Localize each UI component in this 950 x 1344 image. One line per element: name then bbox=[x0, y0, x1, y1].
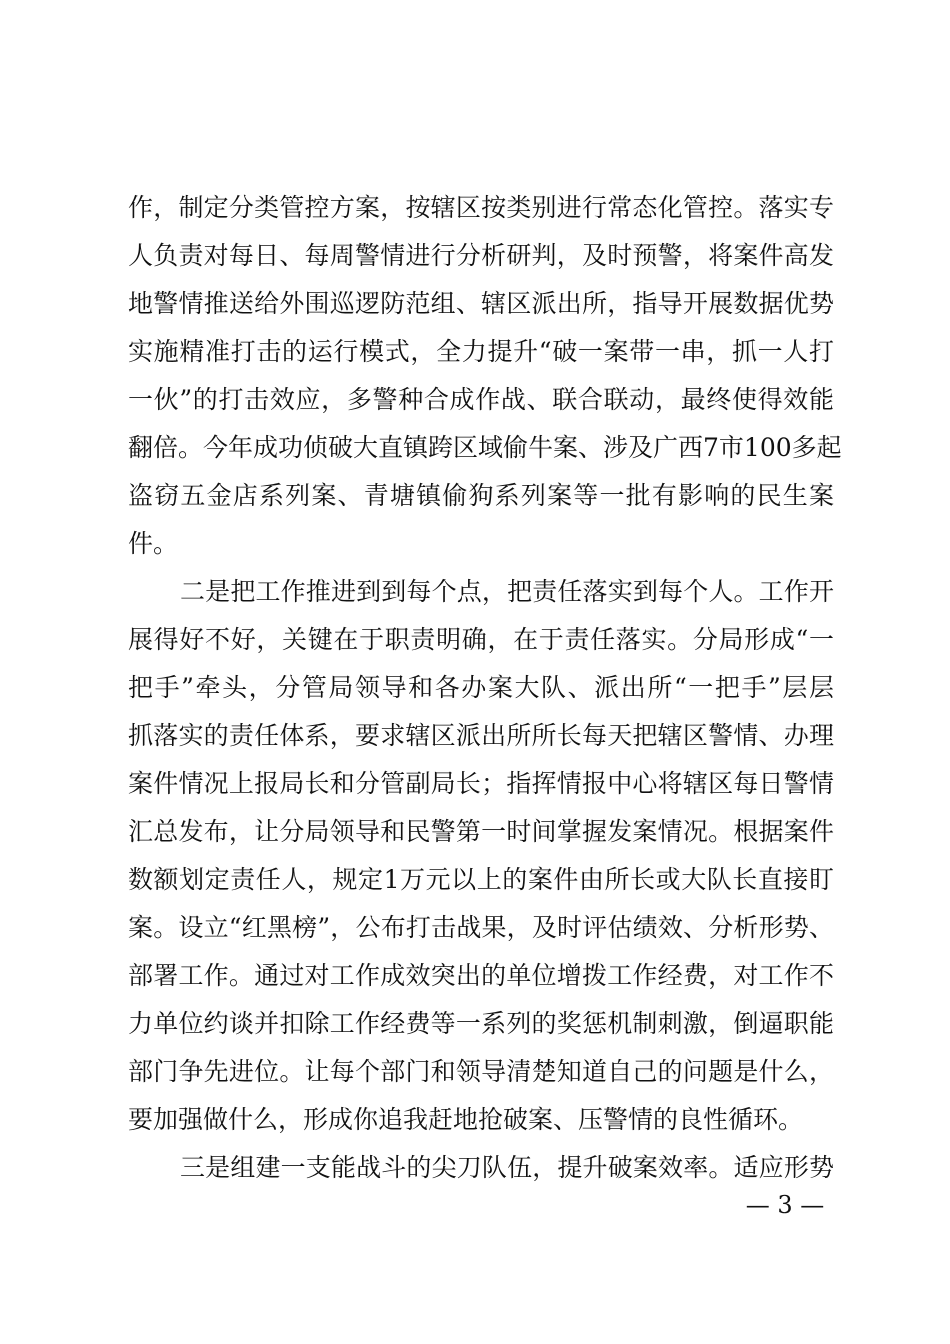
text-line: 要加强做什么，形成你追我赶地抢破案、压警情的良性循环。 bbox=[128, 1105, 804, 1134]
text-line: 地警情推送给外围巡逻防范组、辖区派出所，指导开展数据优势 bbox=[128, 289, 834, 318]
text-line: 作，制定分类管控方案，按辖区按类别进行常态化管控。落实专 bbox=[128, 193, 834, 222]
text-line: 力单位约谈并扣除工作经费等一系列的奖惩机制刺激，倒逼职能 bbox=[128, 1009, 834, 1038]
text-line: 部署工作。通过对工作成效突出的单位增拨工作经费，对工作不 bbox=[128, 961, 834, 990]
paragraph-1 bbox=[128, 188, 842, 572]
text-line: 部门争先进位。让每个部门和领导清楚知道自己的问题是什么， bbox=[128, 1057, 834, 1086]
paragraph-3 bbox=[128, 1148, 834, 1196]
text-line: 汇总发布，让分局领导和民警第一时间掌握发案情况。根据案件 bbox=[128, 817, 834, 846]
text-line: 翻倍。今年成功侦破大直镇跨区域偷牛案、涉及广西7市100多起 bbox=[128, 433, 842, 462]
document-body bbox=[128, 188, 842, 1196]
text-line: 案。设立“红黑榜”，公布打击战果，及时评估绩效、分析形势、 bbox=[128, 913, 834, 942]
text-line: 抓落实的责任体系，要求辖区派出所所长每天把辖区警情、办理 bbox=[128, 721, 834, 750]
text-line: 实施精准打击的运行模式，全力提升“破一案带一串，抓一人打 bbox=[128, 337, 834, 366]
paragraph-2 bbox=[128, 572, 834, 1148]
text-line: 盗窃五金店系列案、青塘镇偷狗系列案等一批有影响的民生案 bbox=[128, 481, 834, 510]
text-line: 把手”牵头，分管局领导和各办案大队、派出所“一把手”层层 bbox=[128, 673, 834, 702]
text-line: 三是组建一支能战斗的尖刀队伍，提升破案效率。适应形势 bbox=[180, 1153, 834, 1182]
text-line: 人负责对每日、每周警情进行分析研判，及时预警，将案件高发 bbox=[128, 241, 834, 270]
text-line: 件。 bbox=[128, 529, 179, 558]
text-line: 二是把工作推进到到每个点，把责任落实到每个人。工作开 bbox=[180, 577, 834, 606]
text-line: 展得好不好，关键在于职责明确，在于责任落实。分局形成“一 bbox=[128, 625, 834, 654]
page-number: — 3 — bbox=[745, 1191, 825, 1219]
text-line: 案件情况上报局长和分管副局长；指挥情报中心将辖区每日警情 bbox=[128, 769, 834, 798]
text-line: 一伙”的打击效应，多警种合成作战、联合联动，最终使得效能 bbox=[128, 385, 834, 414]
text-line: 数额划定责任人，规定1万元以上的案件由所长或大队长直接盯 bbox=[128, 865, 834, 894]
